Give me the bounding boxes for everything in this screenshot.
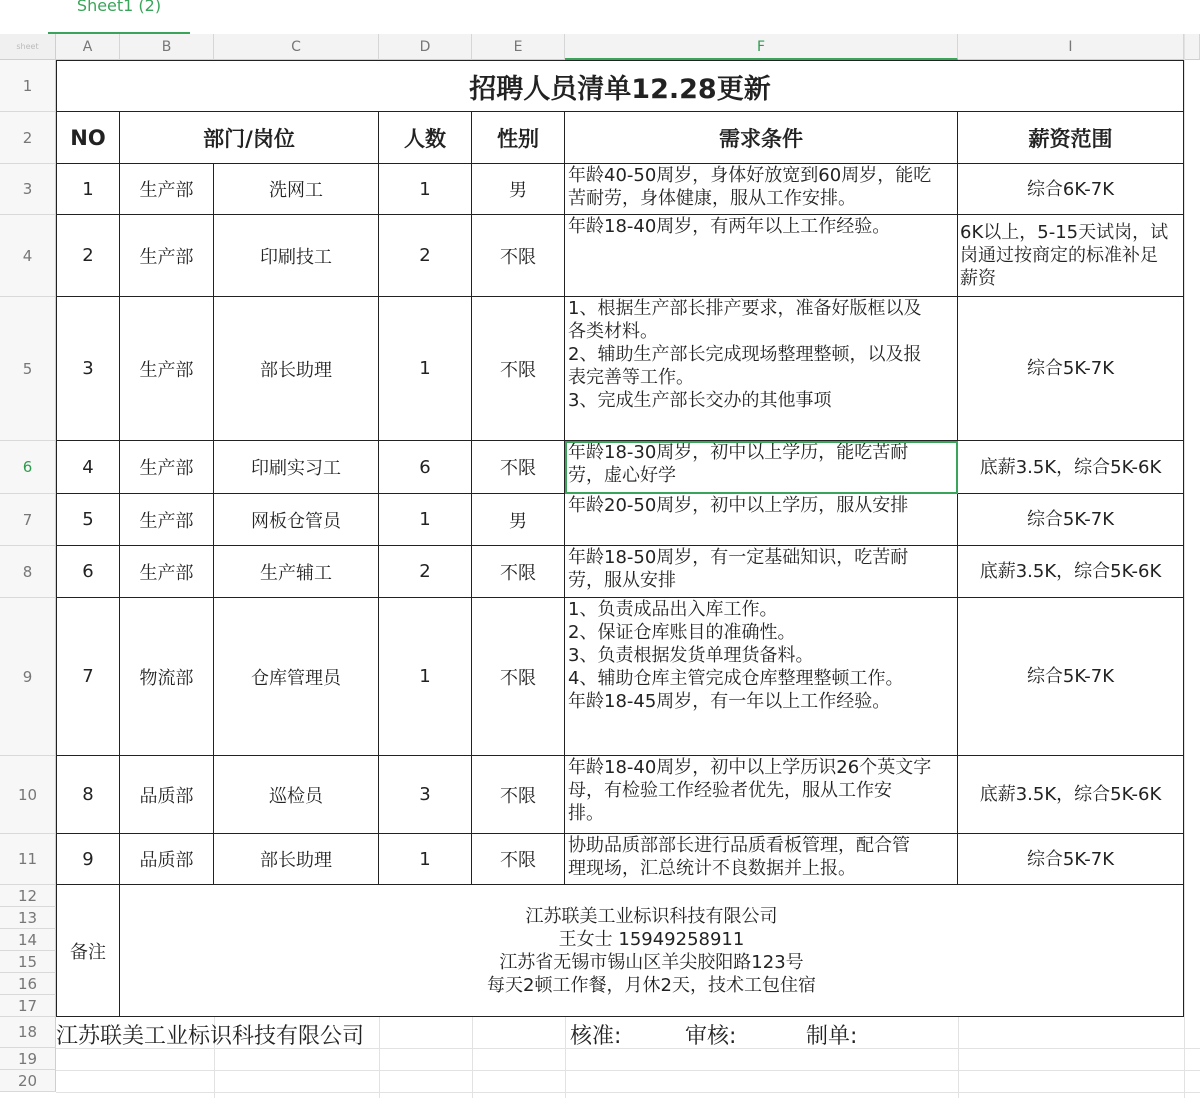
requirement-line: 协助品质部部长进行品质看板管理，配合管 [568,835,910,856]
row-header[interactable]: 9 [0,598,56,756]
sheet-tab[interactable]: Sheet1 (2) [48,0,190,34]
requirement-line: 表完善等工作。 [568,367,694,388]
cell-dept[interactable]: 品质部 [120,834,214,885]
cell-post[interactable]: 印刷实习工 [214,441,379,494]
cell-count[interactable]: 2 [379,546,472,598]
cell-no[interactable]: 4 [56,441,120,494]
cell-requirements[interactable] [565,598,958,756]
salary-line: 底薪3.5K，综合5K-6K [979,784,1162,805]
footer-review[interactable]: 审核: [685,1024,737,1049]
cell-requirements[interactable] [565,756,958,834]
requirement-line: 2、辅助生产部长完成现场整理整顿，以及报 [568,344,922,365]
requirement-line: 母，有检验工作经验者优先，服从工作安 [568,780,892,801]
cell-post[interactable]: 洗网工 [214,164,379,215]
row-header[interactable]: 13 [0,907,56,929]
sheet-tab-strip [0,0,1200,34]
row-header[interactable]: 17 [0,995,56,1017]
cell-gender[interactable]: 不限 [472,546,565,598]
salary-line: 底薪3.5K，综合5K-6K [979,561,1162,582]
remarks-line: 江苏联美工业标识科技有限公司 [525,905,778,927]
salary-line: 综合5K-7K [1026,509,1115,530]
row-header[interactable]: 10 [0,756,56,834]
row-header[interactable]: 4 [0,215,56,297]
remarks-content[interactable] [120,885,1184,1017]
cell-gender[interactable]: 不限 [472,756,565,834]
cell-salary[interactable] [958,834,1184,885]
cell-requirements[interactable] [565,834,958,885]
cell-count[interactable]: 1 [379,164,472,215]
row-header[interactable]: 1 [0,60,56,112]
requirement-line: 年龄18-40周岁，有两年以上工作经验。 [568,216,891,237]
salary-line: 6K以上，5-15天试岗，试 [960,222,1169,243]
footer-approve[interactable]: 核准: [570,1024,622,1049]
cell-dept[interactable]: 物流部 [120,598,214,756]
cell-post[interactable]: 部长助理 [214,297,379,441]
remarks-line: 江苏省无锡市锡山区羊尖胶阳路123号 [499,951,804,973]
cell-count[interactable]: 1 [379,494,472,546]
requirement-line: 理现场，汇总统计不良数据并上报。 [568,858,856,879]
cell-dept[interactable]: 生产部 [120,546,214,598]
header-no[interactable]: NO [56,112,120,164]
cell-dept[interactable]: 生产部 [120,297,214,441]
row-header[interactable]: 18 [0,1017,56,1048]
cell-dept[interactable]: 生产部 [120,164,214,215]
cell-no[interactable]: 1 [56,164,120,215]
cell-dept[interactable]: 生产部 [120,494,214,546]
cell-count[interactable]: 1 [379,598,472,756]
salary-line: 底薪3.5K，综合5K-6K [979,456,1162,478]
header-salary[interactable]: 薪资范围 [958,112,1184,164]
requirement-line: 排。 [568,803,604,824]
cell-no[interactable]: 2 [56,215,120,297]
column-header-b[interactable]: B [120,34,214,60]
row-header[interactable]: 15 [0,951,56,973]
cell-salary[interactable] [958,598,1184,756]
row-header[interactable]: 7 [0,494,56,546]
cell-gender[interactable]: 不限 [472,215,565,297]
column-header-c[interactable]: C [214,34,379,60]
salary-line: 综合6K-7K [1026,178,1115,200]
cell-post[interactable]: 仓库管理员 [214,598,379,756]
cell-salary[interactable] [958,215,1184,297]
cell-post[interactable]: 部长助理 [214,834,379,885]
footer-prepare[interactable]: 制单: [806,1024,858,1049]
row-header[interactable]: 3 [0,164,56,215]
cell-requirements[interactable] [565,441,958,494]
cell-no[interactable]: 7 [56,598,120,756]
cell-gender[interactable]: 不限 [472,297,565,441]
header-requirements[interactable]: 需求条件 [565,112,958,164]
salary-line: 综合5K-7K [1026,848,1115,870]
cell-requirements[interactable] [565,215,958,297]
salary-line: 岗通过按商定的标准补足 [960,245,1158,266]
header-count[interactable]: 人数 [379,112,472,164]
requirement-line: 年龄18-30周岁，初中以上学历，能吃苦耐 [568,442,909,463]
header-dept-post[interactable]: 部门/岗位 [120,112,379,164]
requirement-line: 年龄18-45周岁，有一年以上工作经验。 [568,691,891,712]
cell-gender[interactable]: 不限 [472,598,565,756]
footer-company[interactable]: 江苏联美工业标识科技有限公司 [56,1024,365,1049]
column-header-e[interactable]: E [472,34,565,60]
salary-line: 综合5K-7K [1026,358,1115,379]
sheet-title[interactable]: 招聘人员清单12.28更新 [56,60,1184,112]
row-header[interactable]: 12 [0,885,56,907]
requirement-line: 年龄18-50周岁，有一定基础知识，吃苦耐 [568,547,909,568]
cell-salary[interactable] [958,756,1184,834]
cell-no[interactable]: 6 [56,546,120,598]
requirement-line: 2、保证仓库账目的准确性。 [568,622,796,643]
row-header[interactable]: 20 [0,1070,56,1092]
column-header-f[interactable]: F [565,34,958,60]
column-header-i[interactable]: I [958,34,1184,60]
row-header[interactable]: 8 [0,546,56,598]
cell-dept[interactable]: 品质部 [120,756,214,834]
cell-requirements[interactable] [565,546,958,598]
cell-salary[interactable] [958,297,1184,441]
cell-gender[interactable]: 男 [472,164,565,215]
cell-dept[interactable]: 生产部 [120,215,214,297]
cell-post[interactable]: 网板仓管员 [214,494,379,546]
cell-post[interactable]: 印刷技工 [214,215,379,297]
cell-count[interactable]: 1 [379,297,472,441]
row-header[interactable]: 19 [0,1048,56,1070]
cell-requirements[interactable] [565,164,958,215]
cell-count[interactable]: 1 [379,834,472,885]
row-header[interactable]: 5 [0,297,56,441]
requirement-line: 苦耐劳，身体健康，服从工作安排。 [568,188,856,209]
cell-count[interactable]: 2 [379,215,472,297]
cell-salary[interactable] [958,441,1184,494]
cell-salary[interactable] [958,164,1184,215]
select-all-corner[interactable]: sheet [0,34,56,60]
spreadsheet-grid[interactable] [0,34,1200,1098]
row-header[interactable]: 16 [0,973,56,995]
cell-dept[interactable]: 生产部 [120,441,214,494]
cell-gender[interactable]: 不限 [472,441,565,494]
cell-no[interactable]: 8 [56,756,120,834]
requirement-line: 3、完成生产部长交办的其他事项 [568,390,832,411]
row-header[interactable]: 2 [0,112,56,164]
cell-salary[interactable] [958,546,1184,598]
requirement-line: 4、辅助仓库主管完成仓库整理整顿工作。 [568,668,904,689]
salary-line: 综合5K-7K [1026,666,1115,687]
requirement-line: 劳，虚心好学 [568,465,676,486]
requirement-line: 年龄18-40周岁，初中以上学历识26个英文字 [568,757,932,778]
requirement-line: 1、根据生产部长排产要求，准备好版框以及 [568,298,922,319]
cell-post[interactable]: 生产辅工 [214,546,379,598]
cell-gender[interactable]: 不限 [472,834,565,885]
column-header-a[interactable]: A [56,34,120,60]
requirement-line: 各类材料。 [568,321,658,342]
column-header-extra[interactable] [1184,34,1200,60]
requirement-line: 年龄20-50周岁，初中以上学历，服从安排 [568,495,909,516]
requirement-line: 劳，服从安排 [568,570,676,591]
row-header[interactable]: 14 [0,929,56,951]
cell-no[interactable]: 5 [56,494,120,546]
cell-gender[interactable]: 男 [472,494,565,546]
remarks-label[interactable]: 备注 [56,885,120,1017]
requirement-line: 1、负责成品出入库工作。 [568,599,778,620]
cell-post[interactable]: 巡检员 [214,756,379,834]
remarks-line: 每天2顿工作餐，月休2天，技术工包住宿 [487,974,816,996]
cell-requirements[interactable] [565,297,958,441]
salary-line: 薪资 [960,268,996,289]
cell-no[interactable]: 9 [56,834,120,885]
cell-salary[interactable] [958,494,1184,546]
cell-count[interactable]: 3 [379,756,472,834]
cell-count[interactable]: 6 [379,441,472,494]
header-gender[interactable]: 性别 [472,112,565,164]
requirement-line: 3、负责根据发货单理货备料。 [568,645,814,666]
row-header[interactable]: 6 [0,441,56,494]
cell-no[interactable]: 3 [56,297,120,441]
requirement-line: 年龄40-50周岁，身体好放宽到60周岁，能吃 [568,165,932,186]
remarks-line: 王女士 15949258911 [558,928,745,950]
cell-requirements[interactable] [565,494,958,546]
column-header-d[interactable]: D [379,34,472,60]
row-header[interactable]: 11 [0,834,56,885]
